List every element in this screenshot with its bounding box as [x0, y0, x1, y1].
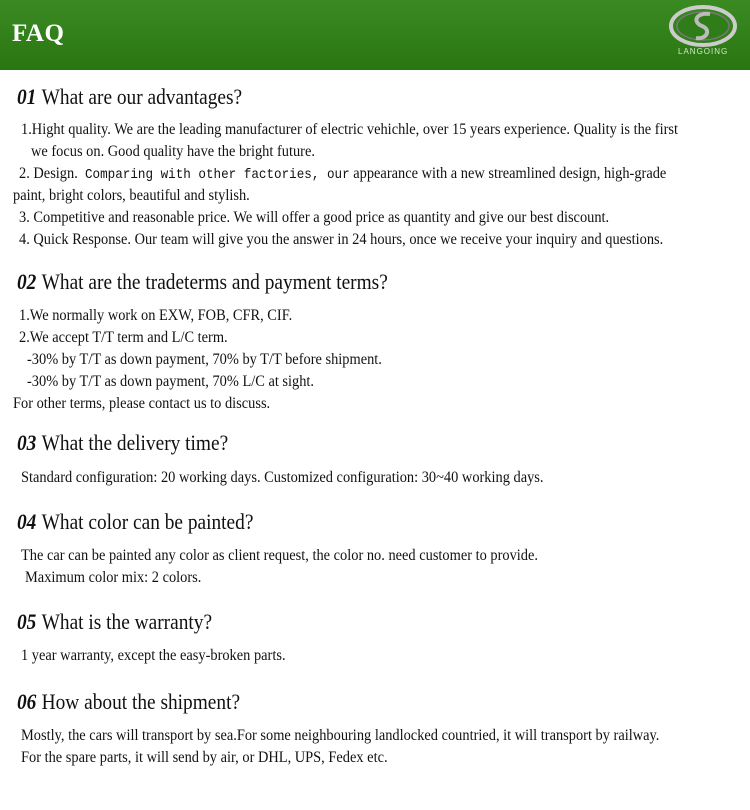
answer-text: Comparing with other factories, our	[84, 167, 350, 183]
answer-line	[19, 165, 666, 183]
question-01	[17, 84, 242, 110]
question-number: 06	[17, 689, 37, 714]
langoing-logo-icon	[668, 4, 738, 68]
answer-line: The car can be painted any color as client request, the color no. need customer to provide.	[21, 547, 539, 564]
question-number: 05	[17, 609, 37, 634]
answer-line: Maximum color mix: 2 colors.	[25, 569, 202, 586]
answer-text: 2. Design.	[19, 165, 78, 182]
question-text: What the delivery time?	[41, 430, 229, 455]
answer-line: 3. Competitive and reasonable price. We will offer a good price as quantity and give our best discount.	[19, 209, 610, 226]
question-number: 03	[17, 430, 37, 455]
answer-line: Mostly, the cars will transport by sea.For some neighbouring landlocked countried, it will transport by railway.	[21, 727, 660, 744]
header-banner	[0, 0, 750, 70]
answer-line: 2.We accept T/T term and L/C term.	[19, 329, 228, 346]
question-number: 01	[17, 84, 37, 109]
question-text: What are our advantages?	[41, 84, 243, 109]
question-03	[17, 430, 228, 456]
answer-line: we focus on. Good quality have the bright future.	[31, 143, 315, 160]
question-number: 04	[17, 509, 37, 534]
question-text: What are the tradeterms and payment terms?	[41, 269, 388, 294]
question-text: What color can be painted?	[41, 509, 254, 534]
answer-line: -30% by T/T as down payment, 70% L/C at sight.	[27, 373, 315, 390]
answer-line: 1.Hight quality. We are the leading manufacturer of electric vehichle, over 15 years experience. Quality is the first	[21, 121, 678, 138]
answer-line: For the spare parts, it will send by air, or DHL, UPS, Fedex etc.	[21, 749, 388, 766]
question-text: What is the warranty?	[41, 609, 213, 634]
answer-line: For other terms, please contact us to discuss.	[13, 395, 271, 412]
answer-line: 1.We normally work on EXW, FOB, CFR, CIF.	[19, 307, 293, 324]
question-text: How about the shipment?	[41, 689, 241, 714]
question-04	[17, 509, 253, 535]
answer-text: appearance with a new streamlined design, high-grade	[353, 165, 667, 182]
logo-text: LANGOING	[678, 47, 729, 56]
answer-line: paint, bright colors, beautiful and stylish.	[13, 187, 250, 204]
page-title: FAQ	[12, 20, 65, 47]
question-number: 02	[17, 269, 37, 294]
question-06	[17, 689, 240, 715]
answer-line: Standard configuration: 20 working days. Customized configuration: 30~40 working days.	[21, 469, 544, 486]
answer-line: -30% by T/T as down payment, 70% by T/T before shipment.	[27, 351, 382, 368]
question-02	[17, 269, 388, 295]
answer-line: 1 year warranty, except the easy-broken parts.	[21, 647, 286, 664]
answer-line: 4. Quick Response. Our team will give you the answer in 24 hours, once we receive your inquiry and questions.	[19, 231, 664, 248]
question-05	[17, 609, 212, 635]
